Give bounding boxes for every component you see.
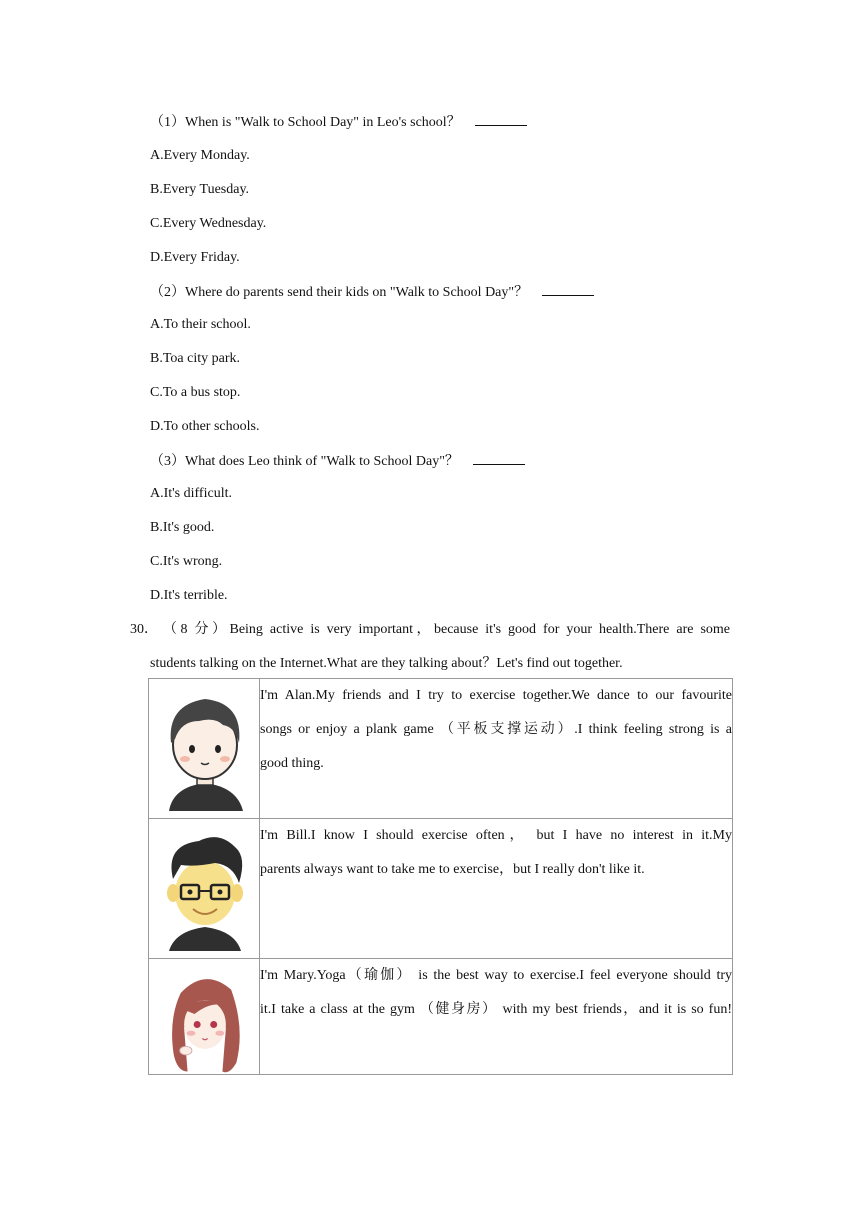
profile-text-cell xyxy=(260,819,733,959)
profile-mary-line-2: it.I take a class at the gym （健身房） with my best friends，and it is so fun! xyxy=(260,1002,732,1017)
question-2-option-a: A.To their school. xyxy=(150,317,251,332)
question-3-option-c: C.It's wrong. xyxy=(150,554,223,569)
question-2-option-b: B.Toa city park. xyxy=(150,351,240,366)
profile-row-mary xyxy=(149,959,733,1075)
profile-bill-line-1: I'm Bill.I know I should exercise often， but I have no interest in it.My xyxy=(260,828,732,843)
girl-avatar-icon xyxy=(159,967,251,1075)
question-3-option-d: D.It's terrible. xyxy=(150,588,228,603)
question-1-prompt: （1）When is "Walk to School Day" in Leo's school？ xyxy=(150,113,527,132)
question-3-option-b: B.It's good. xyxy=(150,520,215,535)
section-30-intro-line-2: students talking on the Internet.What are they talking about？Let's find out together. xyxy=(150,656,623,671)
profile-alan-line-2: songs or enjoy a plank game （平板支撑运动）.I think feeling strong is a xyxy=(260,722,732,737)
profile-text-cell xyxy=(260,959,733,1075)
profile-mary-line-1: I'm Mary.Yoga（瑜伽） is the best way to exercise.I feel everyone should try xyxy=(260,968,732,983)
question-1-option-b: B.Every Tuesday. xyxy=(150,182,250,197)
profile-alan-line-3: good thing. xyxy=(260,756,324,771)
profiles-table xyxy=(148,678,733,1075)
question-1-option-a: A.Every Monday. xyxy=(150,148,250,163)
profile-row-bill xyxy=(149,819,733,959)
answer-blank-2[interactable] xyxy=(542,283,594,296)
profile-picture-cell xyxy=(149,679,260,819)
answer-blank-1[interactable] xyxy=(475,113,527,126)
boy-avatar-icon xyxy=(159,687,251,811)
section-30-number: 30． xyxy=(130,622,158,637)
question-1-option-c: C.Every Wednesday. xyxy=(150,216,267,231)
question-3-prompt: （3）What does Leo think of "Walk to School Day"？ xyxy=(150,452,525,471)
answer-blank-3[interactable] xyxy=(473,452,525,465)
question-1-option-d: D.Every Friday. xyxy=(150,250,240,265)
boy-glasses-avatar-icon xyxy=(159,827,251,951)
question-2-option-d: D.To other schools. xyxy=(150,419,260,434)
profile-text-cell xyxy=(260,679,733,819)
section-30-intro-line-1: （8 分）Being active is very important，because it's good for your health.There are some xyxy=(163,622,730,637)
question-2-prompt: （2）Where do parents send their kids on "Walk to School Day"？ xyxy=(150,283,594,302)
profile-bill-line-2: parents always want to take me to exercise，but I really don't like it. xyxy=(260,862,645,877)
question-2-option-c: C.To a bus stop. xyxy=(150,385,241,400)
profile-picture-cell xyxy=(149,959,260,1075)
profile-picture-cell xyxy=(149,819,260,959)
question-3-option-a: A.It's difficult. xyxy=(150,486,232,501)
profile-alan-line-1: I'm Alan.My friends and I try to exercise together.We dance to our favourite xyxy=(260,688,732,703)
profile-row-alan xyxy=(149,679,733,819)
